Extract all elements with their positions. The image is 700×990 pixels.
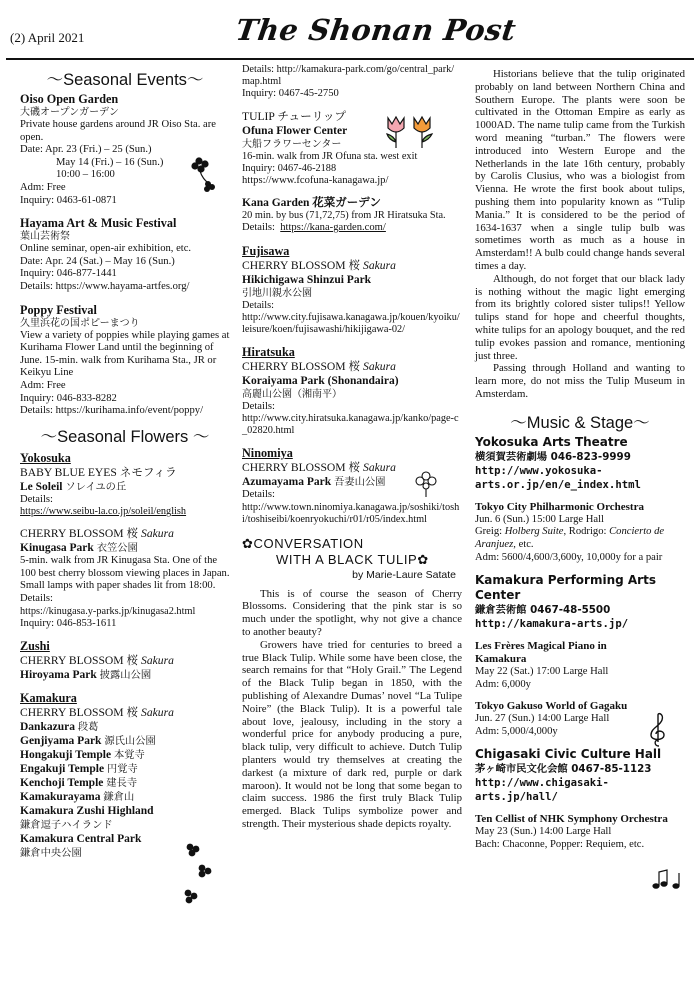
event-desc: View a variety of poppies while playing games at Kurihama Flower Land until the beginning of June. 15-min. walk from Kurihama Sta., JR or Keikyu Line: [20, 329, 230, 379]
blossom-label: CHERRY BLOSSOM 桜: [242, 258, 361, 272]
program-text: , etc.: [513, 538, 534, 550]
article-paragraph: This is of course the season of Cherry Blossoms. Considering that the pink star is so much under the spotlight, why not give a chance to another beauty?: [242, 587, 462, 638]
details-link[interactable]: http://www.city.hiratsuka.kanagawa.jp/kanko/page-c_02820.html: [242, 413, 459, 437]
area-heading: Zushi: [20, 639, 50, 654]
article-paragraph: Growers have tried for centuries to breed a true Black Tulip. While some have been close, the search remains for that “Holy Grail.” The Legend of the Black Tulip began in 1850, with the publishing of Alexandre Dumas’ novel “La Tulipe Noire” (the Black Tulip). It is a powerful tale about love, jealousy, including in the story a wonderful price for anybody producing a pure, black tulip, very difficult to achieve. Dutch Tulip planters would try themselves at creating the darkest (a mixture of dark red, purple or dark maroon). It would not be long that some began to claim success. 1986 the first truly Black Tulip emerged. Black Tulips symbolize power and strength. Their mysterious shade depicts royalty.: [242, 638, 462, 830]
flower-type: [242, 360, 462, 374]
area-heading: Yokosuka: [20, 450, 71, 465]
flower-icon: ✿: [417, 551, 429, 567]
park-name: Kana Garden 花菜ガーデン: [242, 197, 382, 210]
venue-name: Yokosuka Arts Theatre: [475, 434, 628, 449]
concert-admission: Adm: 5600/4,600/3,600y, 10,000y for a pair: [475, 551, 663, 563]
event-title: Hayama Art & Music Festival: [20, 216, 177, 231]
flower-doodle-icon: [414, 470, 438, 498]
blossom-label: CHERRY BLOSSOM 桜: [20, 527, 139, 541]
flower-type: TULIP チューリップ: [242, 109, 347, 123]
details-label: Details:: [20, 593, 53, 605]
details-label: Details:: [242, 299, 275, 311]
masthead-rule: [6, 58, 694, 60]
park-name: Hikichigawa Shinzui Park: [242, 273, 372, 286]
seasonal-events-heading: ～Seasonal Events～: [46, 71, 204, 89]
concert-program: Bach: Chaconne, Popper: Requiem, etc.: [475, 839, 645, 851]
flower-kamakura: [20, 691, 230, 860]
park-name-en: Kinugasa Park: [20, 542, 94, 555]
event-admission: Adm: Free: [20, 379, 66, 391]
concert-title: Les Frères Magical Piano in Kamakura: [475, 640, 607, 666]
event-title: Oiso Open Garden: [20, 92, 119, 106]
kamakura-place: [20, 748, 230, 762]
details-link[interactable]: https://www.fcofuna-kanagawa.jp/: [242, 174, 389, 186]
event-date-2: May 14 (Fri.) – 16 (Sun.): [56, 156, 164, 168]
sakura-label: Sakura: [363, 359, 396, 373]
kamakura-place: [20, 804, 230, 818]
issue-date: (2) April 2021: [10, 30, 85, 45]
sakura-label: Sakura: [141, 706, 174, 720]
blossom-label: CHERRY BLOSSOM 桜: [242, 461, 361, 475]
flower-type: [20, 706, 230, 720]
place-name-jp: 本覚寺: [113, 749, 145, 762]
park-name-jp: ソレイユの丘: [65, 480, 127, 493]
concert-item: [475, 640, 685, 691]
article-title-line-1: [242, 536, 462, 552]
program-text: , Rodrigo:: [563, 526, 610, 538]
event-details-link[interactable]: Details: https://kurihama.info/event/poppy/: [20, 405, 204, 417]
flower-hiratsuka: [242, 345, 462, 438]
clover-icon: [186, 154, 216, 194]
event-hayama: [20, 216, 230, 293]
park-name-jp: 大船フラワーセンター: [242, 138, 342, 150]
park-name-en: Hiroyama Park: [20, 669, 97, 682]
article-title-text-1: CONVERSATION: [253, 535, 364, 551]
venue-link[interactable]: http://www.chigasaki-arts.jp/hall/: [475, 777, 609, 804]
concert-item: [475, 501, 685, 564]
park-access: 16-min. walk from JR Ofuna sta. west exit: [242, 150, 418, 162]
program-text: Greig:: [475, 526, 505, 538]
park-name: [20, 480, 230, 494]
music-stage-heading: ～Music & Stage～: [510, 413, 650, 432]
kamakura-place: [20, 720, 230, 734]
place-name-jp: 段葛: [77, 721, 99, 734]
area-heading: Hiratsuka: [242, 344, 295, 359]
details-link[interactable]: https://kinugasa.y-parks.jp/kinugasa2.html: [20, 605, 196, 617]
park-name-jp: 衣笠公園: [96, 542, 138, 555]
seasonal-flowers-heading: ～Seasonal Flowers ～: [40, 427, 210, 446]
program-work: Holberg Suite: [504, 526, 564, 538]
park-inquiry: Inquiry: 0467-45-2750: [242, 88, 339, 99]
event-desc: Private house gardens around JR Oiso Sta. are open.: [20, 119, 216, 143]
event-time: 10:00 – 16:00: [56, 169, 115, 181]
details-link[interactable]: Details: http://kamakura-park.com/go/central_park/map.html: [242, 64, 455, 87]
park-name-jp: 高麗山公園（湘南平）: [242, 388, 342, 400]
park-inquiry: Inquiry: 0467-46-2188: [242, 162, 337, 174]
article-black-tulip: [242, 536, 462, 831]
venue-link[interactable]: http://www.yokosuka-arts.or.jp/en/e_index.html: [475, 464, 641, 491]
details-link[interactable]: http://www.city.fujisawa.kanagawa.jp/kouen/kyoiku/leisure/koen/fujisawashi/hikijigawa-02/: [242, 311, 460, 335]
place-name-jp: 鎌倉中央公園: [20, 847, 82, 860]
event-admission: Adm: Free: [20, 181, 66, 193]
place-name-en: Dankazura: [20, 721, 75, 734]
place-name-jp: 建長寺: [106, 777, 138, 790]
place-name-jp: 源氏山公園: [104, 735, 156, 748]
flower-icon: ✿: [242, 535, 254, 551]
park-name: Ofuna Flower Center: [242, 124, 348, 137]
music-notes-icon: [650, 868, 684, 890]
event-inquiry: Inquiry: 0463-61-0871: [20, 194, 117, 206]
concert-time: May 22 (Sat.) 17:00 Large Hall: [475, 666, 609, 678]
venue-phone: 鎌倉芸術館 0467-48-5500: [475, 604, 611, 617]
article-title-text-2: WITH A BLACK TULIP: [276, 551, 418, 567]
flower-type: [20, 654, 230, 668]
article-continued: [475, 68, 685, 401]
venue-phone: 茅ヶ崎市民文化会館 0467-85-1123: [475, 763, 652, 776]
place-name-en: Genjiyama Park: [20, 735, 102, 748]
event-poppy: [20, 303, 230, 418]
masthead: [0, 0, 700, 64]
place-name-en: Engakuji Temple: [20, 763, 105, 776]
flower-type: [242, 259, 462, 273]
event-date: Date: Apr. 23 (Fri.) – 25 (Sun.): [20, 144, 152, 156]
concert-time: May 23 (Sun.) 14:00 Large Hall: [475, 826, 612, 838]
event-title-jp: 大磯オープンガーデン: [20, 107, 119, 118]
sakura-label: Sakura: [363, 461, 396, 475]
kamakura-central-park-info: [242, 64, 462, 101]
treble-clef-icon: [648, 712, 668, 748]
concert-title: Tokyo City Philharmonic Orchestra: [475, 500, 644, 513]
park-name-en: Le Soleil: [20, 480, 63, 493]
place-name-en: Kamakura Zushi Highland: [20, 805, 154, 818]
event-date: Date: Apr. 24 (Sat.) – May 16 (Sun.): [20, 255, 175, 267]
details-label: Details:: [242, 489, 275, 501]
event-inquiry: Inquiry: 046-833-8282: [20, 392, 117, 404]
place-name-en: Kenchoji Temple: [20, 777, 104, 790]
details-label: Details:: [242, 400, 275, 412]
park-name: [20, 668, 230, 682]
details-label: Details:: [20, 493, 53, 505]
park-name-jp: 吾妻山公園: [334, 476, 386, 489]
article-title-line-2: [242, 552, 462, 568]
concert-item: [475, 813, 685, 851]
sakura-label: Sakura: [363, 258, 396, 272]
article-title: [242, 536, 462, 568]
event-title-jp: 久里浜花の国ポピーまつり: [20, 317, 140, 329]
concert-title: Ten Cellist of NHK Symphony Orchestra: [475, 813, 668, 826]
place-name-en: Kamakura Central Park: [20, 833, 142, 846]
park-desc: 5-min. walk from JR Kinugasa Sta. One of the 100 best cherry blossom viewing places in Japan. Small lamps with paper shades lit from 18:00.: [20, 555, 230, 592]
flower-kana-garden: [242, 196, 462, 235]
details-link[interactable]: http://www.town.ninomiya.kanagawa.jp/soshiki/toshi/toshiseibi/koenryokuchi/r01/r05/index.html: [242, 501, 460, 525]
venue-link[interactable]: http://kamakura-arts.jp/: [475, 618, 629, 631]
place-name-en: Hongakuji Temple: [20, 749, 112, 762]
details-row: [242, 222, 462, 235]
venue-phone: 横須賀芸術劇場 046-823-9999: [475, 450, 631, 463]
place-name-jp: 鎌倉山: [103, 791, 135, 804]
flower-type: BABY BLUE EYES ネモフィラ: [20, 465, 177, 479]
flower-yokosuka: [20, 451, 230, 519]
clover-icon: [180, 840, 214, 906]
blossom-label: CHERRY BLOSSOM 桜: [20, 654, 139, 668]
venue-yokosuka: [475, 435, 685, 564]
article-paragraph: Although, do not forget that our black lady is nothing without the magic light emerging from its brightly colored sister tulips!! Yellow tulips stand for hope and cheerful thoughts, white tulips for an apology bouquet, and the red tulip evokes passion and romance, mentioning just three.: [475, 272, 685, 362]
area-heading: Ninomiya: [242, 446, 293, 461]
place-name-jp: 円覚寺: [106, 763, 138, 776]
area-heading: Fujisawa: [242, 243, 290, 258]
event-title: Poppy Festival: [20, 302, 97, 317]
flower-type: [20, 527, 230, 541]
program-work: Concierto de Aranjuez: [475, 526, 665, 550]
park-name-en: Azumayama Park: [242, 476, 332, 489]
event-title-jp: 葉山芸術祭: [20, 231, 70, 243]
kamakura-place: [20, 818, 230, 832]
paper-name: The Shonan Post: [233, 13, 519, 47]
park-access: 20 min. by bus (71,72,75) from JR Hiratsuka Sta.: [242, 210, 446, 222]
kamakura-place: [20, 776, 230, 790]
place-name-jp: 鎌倉逗子ハイランド: [20, 819, 113, 832]
details-link[interactable]: https://www.seibu-la.co.jp/soleil/english: [20, 506, 187, 518]
column-3: [475, 64, 685, 984]
kamakura-place: [20, 734, 230, 748]
sakura-label: Sakura: [141, 527, 174, 541]
event-details-link[interactable]: Details: https://www.hayama-artfes.org/: [20, 280, 190, 292]
park-name-jp: 引地川親水公園: [242, 287, 312, 299]
article-byline: by Marie-Laure Satate: [352, 568, 456, 581]
concert-title: Tokyo Gakuso World of Gagaku: [475, 700, 628, 713]
details-link[interactable]: https://kana-garden.com/: [280, 222, 386, 234]
concert-program: [475, 526, 685, 551]
park-name-jp: 披露山公園: [99, 669, 152, 682]
article-paragraph: Passing through Holland and wanting to learn more, do not miss the Tulip Museum in Amsterdam.: [475, 362, 685, 400]
park-name: Koraiyama Park (Shonandaira): [242, 374, 399, 387]
flower-zushi: [20, 639, 230, 682]
blossom-label: CHERRY BLOSSOM 桜: [242, 359, 361, 373]
flower-fujisawa: [242, 244, 462, 336]
venue-name: Kamakura Performing Arts Center: [475, 573, 656, 603]
blossom-label: CHERRY BLOSSOM 桜: [20, 706, 139, 720]
column-2: [242, 64, 462, 984]
park-inquiry: Inquiry: 046-853-1611: [20, 617, 117, 629]
venue-name: Chigasaki Civic Culture Hall: [475, 747, 662, 762]
article-paragraph: Historians believe that the tulip originated probably on land between Northern China and Southern Europe. The plants were soon be cultivated in the Ottoman Empire as early as 1000AD. The name tulip came from the Turkish word meaning “turban.” The flowers were introduced into Western Europe and the Netherlands in the late 16th century, probably by Carolis Clusius, who was a biologist from Vienna. He wrote the first book about tulips, pushing them into popularity known as “Tulip Mania.” It is considered to be the period of 1634-1637 when a single tulip bulb was sometimes worth as much as a house in Amsterdam!! A bulb could change hands several times a day.: [475, 68, 685, 272]
concert-time: Jun. 27 (Sun.) 14:00 Large Hall: [475, 713, 610, 725]
concert-admission: Adm: 6,000y: [475, 678, 531, 690]
concert-admission: Adm: 5,000/4,000y: [475, 725, 558, 737]
sakura-label: Sakura: [141, 654, 174, 668]
kamakura-place: [20, 762, 230, 776]
details-label: Details:: [242, 222, 275, 234]
event-inquiry: Inquiry: 046-877-1441: [20, 268, 117, 280]
place-name-en: Kamakurayama: [20, 791, 101, 804]
park-name: [20, 541, 230, 555]
kamakura-place: [20, 790, 230, 804]
area-heading: Kamakura: [20, 691, 77, 706]
event-desc: Online seminar, open-air exhibition, etc.: [20, 243, 192, 255]
flower-kinugasa: [20, 527, 230, 630]
venue-chigasaki: [475, 747, 685, 851]
tulip-icon: [384, 114, 436, 150]
concert-time: Jun. 6 (Sun.) 15:00 Large Hall: [475, 513, 604, 525]
